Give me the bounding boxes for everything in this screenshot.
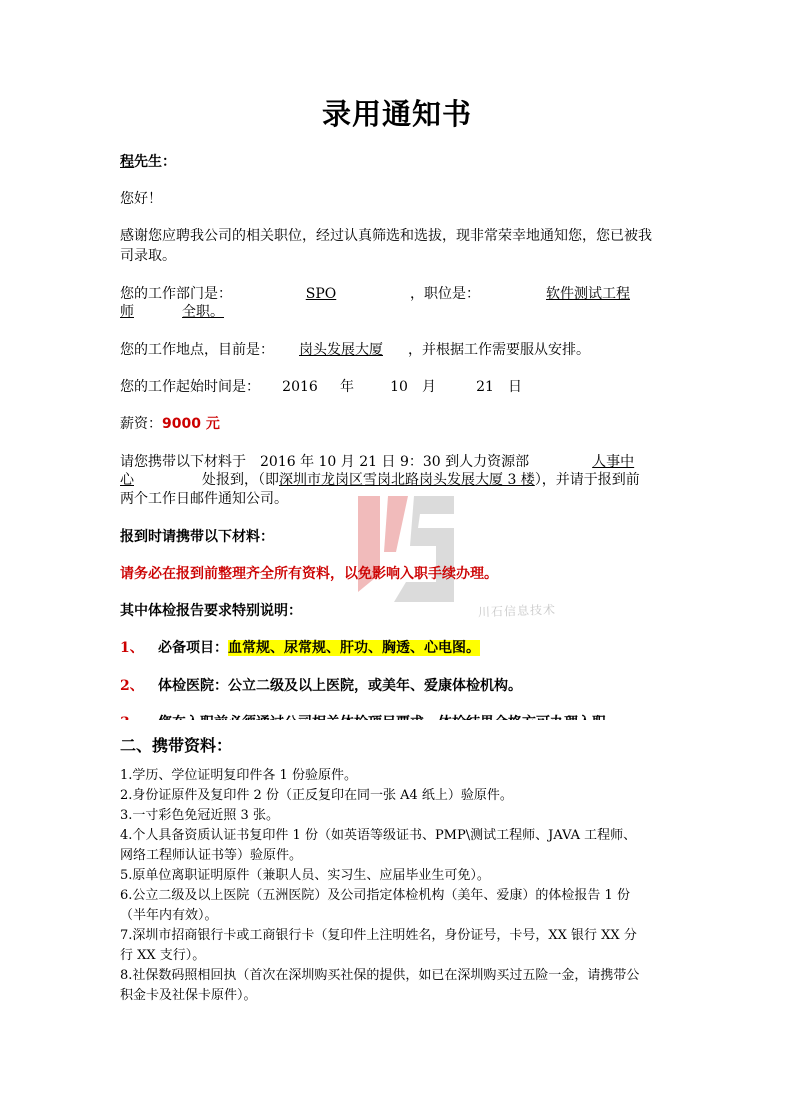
greeting-surname: 程: [120, 154, 134, 170]
dept-value: SPO: [305, 286, 337, 302]
report-text-b: 处报到，（即: [202, 472, 279, 488]
list-item: 2.身份证原件及复印件 2 份（正反复印在同一张 A4 纸上）验原件。: [120, 788, 513, 803]
list-item: 行 XX 支行）。: [120, 948, 206, 963]
report-line-2: [120, 470, 640, 490]
report-dept-2: 心: [120, 472, 134, 488]
hello-text: 您好！: [120, 191, 162, 207]
page-break-mask: [0, 720, 794, 732]
list-item: （半年内有效）。: [120, 908, 218, 923]
location-label: 您的工作地点，目前是：: [120, 342, 274, 358]
start-line: [120, 377, 528, 397]
dept-label: 您的工作部门是：: [120, 286, 232, 302]
company-logo-watermark: [350, 492, 460, 610]
position-value: 软件测试工程: [546, 286, 630, 302]
exam-item-2: [120, 676, 522, 696]
list-item: 6.公立二级及以上医院（五洲医院）及公司指定体检机构（美年、爱康）的体检报告 1 份: [120, 888, 630, 903]
list-item: 4.个人具备资质认证书复印件 1 份（如英语等级证书、PMP\测试工程师、JAVA 工程师、: [120, 828, 637, 843]
list-item: 3.一寸彩色免冠近照 3 张。: [120, 808, 279, 823]
exam-item-num: 1、: [120, 640, 144, 656]
exam-item-label: 体检医院：: [158, 678, 228, 694]
report-text-a: 请您携带以下材料于: [120, 454, 246, 470]
exam-item-num: 2、: [120, 678, 144, 694]
exam-item-label: 必备项目：: [158, 640, 228, 656]
warning-text: 请务必在报到前整理齐全所有资料，以免影响入职手续办理。: [120, 566, 498, 582]
report-dept: 人事中: [592, 454, 635, 470]
dept-line-2: [120, 302, 224, 322]
list-item: 8.社保数码照相回执（首次在深圳购买社保的提供，如已在深圳购买过五险一金，请携带公: [120, 968, 640, 983]
intro-line-1: 感谢您应聘我公司的相关职位，经过认真筛选和选拔，现非常荣幸地通知您，您已被我: [120, 228, 652, 244]
intro-line-2: 司录取。: [120, 248, 176, 264]
page-title: 录用通知书: [321, 97, 472, 131]
dept-line: [120, 284, 630, 304]
exam-item-value: 血常规、尿常规、肝功、胸透、心电图。: [228, 640, 480, 656]
location-value: 岗头发展大厦: [299, 342, 383, 358]
start-date: 2016 年 10 月 21 日: [282, 379, 522, 395]
salary-value: 9000 元: [162, 416, 220, 432]
position-value-2: 师 全职。: [120, 304, 224, 320]
position-label: ，职位是：: [410, 286, 480, 302]
exam-title: 其中体检报告要求特别说明：: [120, 603, 302, 619]
report-line-3: 两个工作日邮件通知公司。: [120, 491, 288, 507]
list-item: 1.学历、学位证明复印件各 1 份验原件。: [120, 768, 357, 783]
salary-line: [120, 414, 220, 434]
location-tail: ，并根据工作需要服从安排。: [408, 342, 590, 358]
watermark-text: 川石信息技术: [477, 602, 557, 620]
greeting: [120, 152, 176, 172]
list-item: 5.原单位离职证明原件（兼职人员、实习生、应届毕业生可免）。: [120, 868, 490, 883]
section-2-title: 二、携带资料：: [120, 736, 233, 755]
list-item: 7.深圳市招商银行卡或工商银行卡（复印件上注明姓名，身份证号，卡号，XX 银行 XX 分: [120, 928, 637, 943]
exam-item-1: [120, 638, 480, 658]
report-text-d: ），并请于报到前: [534, 472, 640, 488]
location-line: [120, 340, 590, 360]
report-line-1: [120, 452, 634, 472]
list-item: 积金卡及社保卡原件）。: [120, 988, 257, 1003]
greeting-rest: 先生：: [134, 154, 176, 170]
bring-title: 报到时请携带以下材料：: [120, 529, 274, 545]
report-address: 深圳市龙岗区雪岗北路岗头发展大厦 3 楼: [279, 472, 535, 488]
start-label: 您的工作起始时间是：: [120, 379, 260, 395]
salary-label: 薪资：: [120, 416, 162, 432]
report-time: 2016 年 10 月 21 日 9：30 到人力资源部: [260, 454, 530, 470]
exam-item-value: 公立二级及以上医院，或美年、爱康体检机构。: [228, 678, 522, 694]
list-item: 网络工程师认证书等）验原件。: [120, 848, 303, 863]
